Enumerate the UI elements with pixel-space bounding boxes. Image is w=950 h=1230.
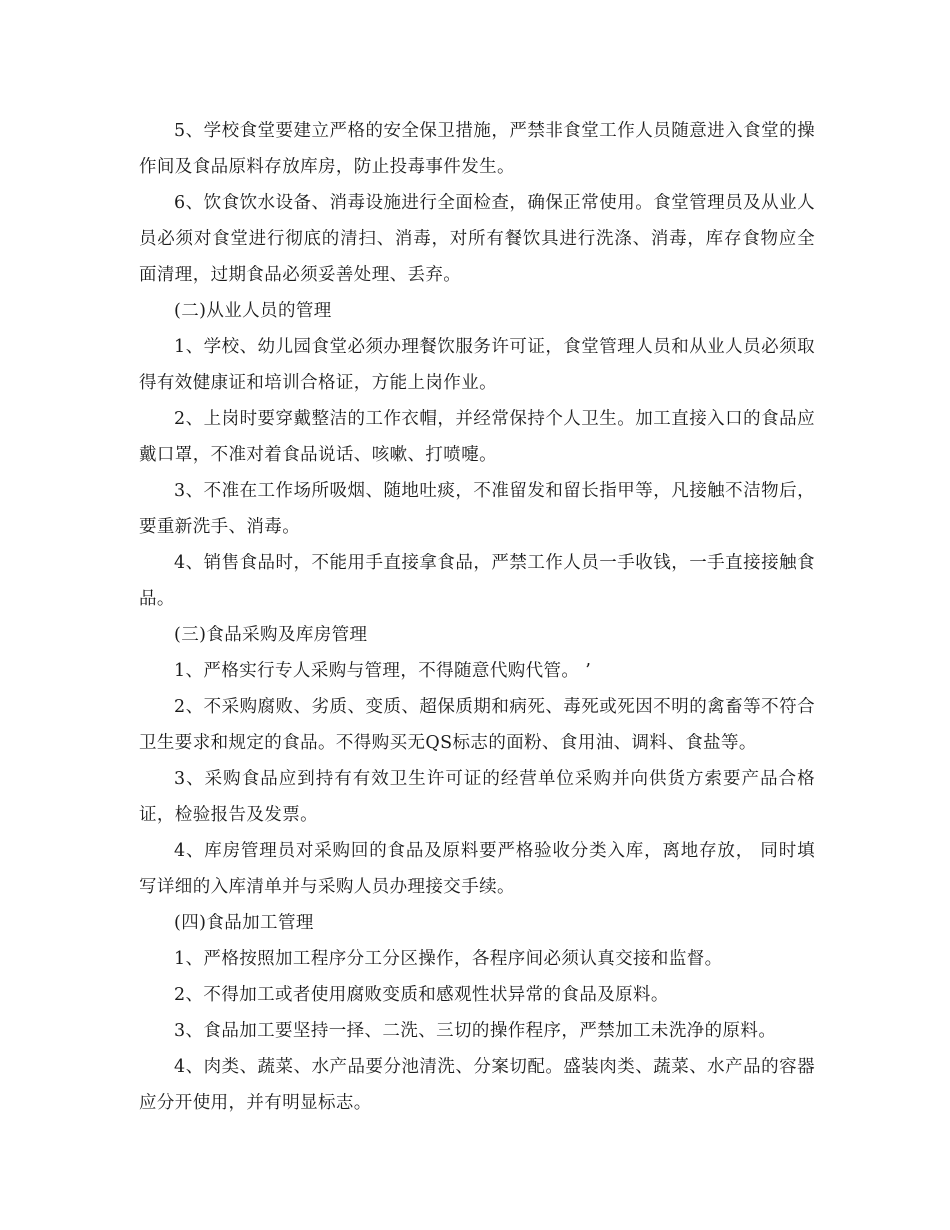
paragraph-staff-4: 4、销售食品时，不能用手直接拿食品，严禁工作人员一手收钱，一手直接接触食品。 (139, 553, 815, 609)
paragraph-staff-3: 3、不准在工作场所吸烟、随地吐痰，不准留发和留长指甲等，凡接触不洁物后，要重新洗手、消毒。 (139, 481, 815, 537)
paragraph-processing-3: 3、食品加工要坚持一择、二洗、三切的操作程序，严禁加工未洗净的原料。 (174, 1021, 777, 1041)
paragraph-purchasing-4: 4、库房管理员对采购回的食品及原料要严格验收分类入库，离地存放， 同时填写详细的入库清单并与采购人员办理接交手续。 (139, 841, 815, 897)
paragraph-processing-1: 1、严格按照加工程序分工分区操作，各程序间必须认真交接和监督。 (174, 949, 723, 969)
paragraph-staff-2: 2、上岗时要穿戴整洁的工作衣帽，并经常保持个人卫生。加工直接入口的食品应戴口罩，不准对着食品说话、咳嗽、打喷嚏。 (139, 409, 815, 465)
document-body (139, 113, 815, 1121)
paragraph-item-5: 5、学校食堂要建立严格的安全保卫措施，严禁非食堂工作人员随意进入食堂的操作间及食品原料存放库房，防止投毒事件发生。 (139, 121, 815, 177)
section-heading-processing: (四)食品加工管理 (174, 913, 314, 933)
paragraph-purchasing-3: 3、采购食品应到持有有效卫生许可证的经营单位采购并向供货方索要产品合格证，检验报告及发票。 (139, 769, 815, 825)
paragraph-processing-4: 4、肉类、蔬菜、水产品要分池清洗、分案切配。盛装肉类、蔬菜、水产品的容器应分开使用，并有明显标志。 (139, 1057, 815, 1113)
section-heading-staff: (二)从业人员的管理 (174, 301, 332, 321)
section-heading-purchasing: (三)食品采购及库房管理 (174, 625, 368, 645)
paragraph-item-6: 6、饮食饮水设备、消毒设施进行全面检查，确保正常使用。食堂管理员及从业人员必须对食堂进行彻底的清扫、消毒，对所有餐饮具进行洗涤、消毒，库存食物应全面清理，过期食品必须妥善处理、丢弃。 (139, 193, 815, 285)
paragraph-processing-2: 2、不得加工或者使用腐败变质和感观性状异常的食品及原料。 (174, 985, 669, 1005)
paragraph-purchasing-2: 2、不采购腐败、劣质、变质、超保质期和病死、毒死或死因不明的禽畜等不符合卫生要求和规定的食品。不得购买无QS标志的面粉、食用油、调料、食盐等。 (139, 697, 815, 753)
paragraph-purchasing-1: 1、严格实行专人采购与管理，不得随意代购代管。 ’ (174, 661, 592, 681)
paragraph-staff-1: 1、学校、幼儿园食堂必须办理餐饮服务许可证，食堂管理人员和从业人员必须取得有效健康证和培训合格证，方能上岗作业。 (139, 337, 815, 393)
